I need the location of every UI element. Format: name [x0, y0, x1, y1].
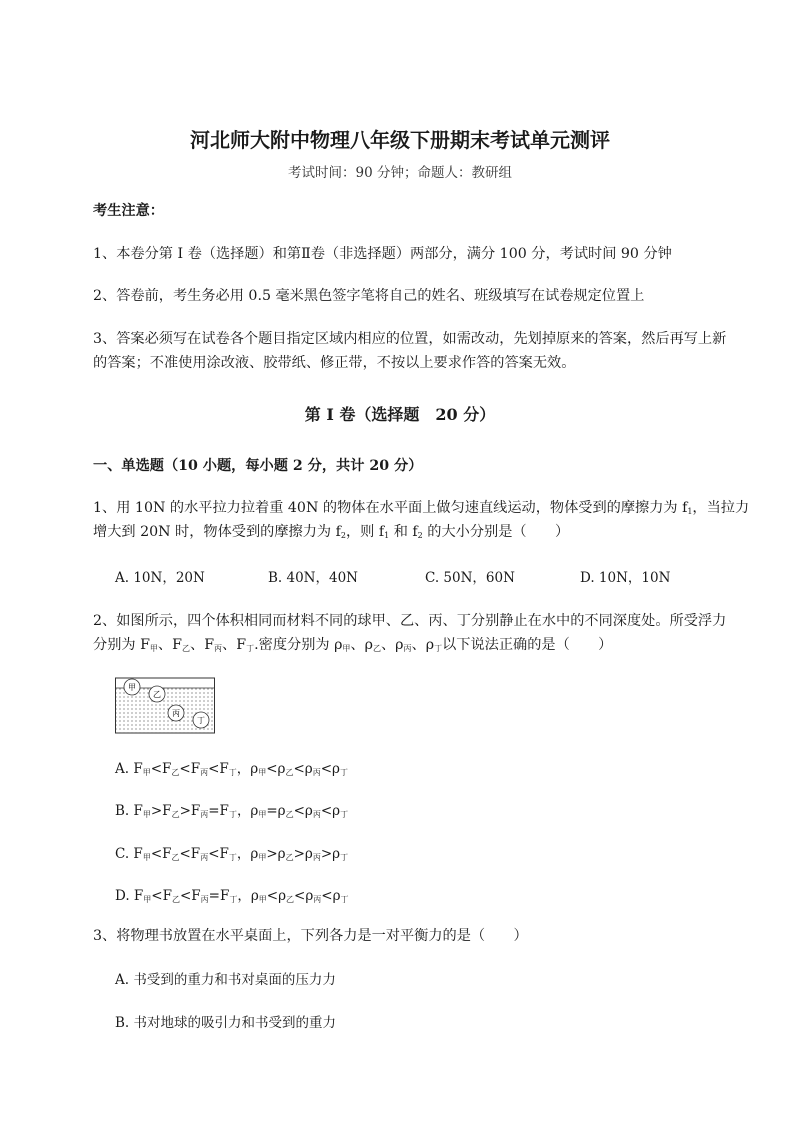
question-1-line-1: 1、用 10N 的水平拉力拉着重 40N 的物体在水平面上做匀速直线运动，物体受到的摩擦力为 $f_1$，当拉力 — [93, 500, 750, 516]
question-2-line-1: 2、如图所示，四个体积相同而材料不同的球甲、乙、丙、丁分别静止在水中的不同深度处。所受浮力 — [93, 613, 727, 629]
ball-ding-label: 丁 — [197, 716, 205, 725]
ball-yi — [149, 686, 165, 702]
ball-ding — [193, 712, 209, 728]
question-2-option-a[interactable]: A. $F_甲<F_乙<F_丙<F_丁$，$\rho_甲<\rho_乙<\rho_丙<\rho_丁$ — [115, 761, 348, 777]
notice-heading: 考生注意： — [93, 203, 164, 219]
ball-jia — [124, 679, 140, 695]
ball-bing — [168, 705, 184, 721]
question-2-option-b[interactable]: B. $F_甲>F_乙>F_丙=F_丁$，$\rho_甲=\rho_乙<\rho_丙<\rho_丁$ — [115, 803, 349, 819]
notice-item-1: 1、本卷分第 I 卷（选择题）和第Ⅱ卷（非选择题）两部分，满分 100 分，考试时间 90 分钟 — [93, 246, 672, 262]
question-1-option-d[interactable]: D. 10N，10N — [580, 570, 671, 586]
question-3-option-a[interactable]: A. 书受到的重力和书对桌面的压力力 — [115, 972, 336, 988]
section-title: 第 I 卷（选择题 20 分） — [304, 405, 496, 424]
ball-jia-label: 甲 — [128, 683, 136, 692]
question-2-figure — [115, 672, 215, 738]
exam-subtitle: 考试时间：90 分钟；命题人：教研组 — [288, 165, 512, 181]
question-1-option-a[interactable]: A. 10N，20N — [115, 570, 205, 586]
question-1-option-b[interactable]: B. 40N，40N — [268, 570, 358, 586]
question-1-line-2: 增大到 20N 时，物体受到的摩擦力为 $f_2$，则 $f_1$ 和 $f_2$ 的大小分别是（ ） — [93, 524, 570, 540]
notice-item-2: 2、答卷前，考生务必用 0.5 毫米黑色签字笔将自己的姓名、班级填写在试卷规定位置上 — [93, 288, 645, 304]
part-heading: 一、单选题（10 小题，每小题 2 分，共计 20 分） — [93, 458, 423, 474]
question-3-stem: 3、将物理书放置在水平桌面上，下列各力是一对平衡力的是（ ） — [93, 928, 528, 944]
exam-title: 河北师大附中物理八年级下册期末考试单元测评 — [190, 128, 610, 152]
ball-yi-label: 乙 — [153, 690, 161, 699]
question-2-option-d[interactable]: D. $F_甲<F_乙<F_丙=F_丁$，$\rho_甲<\rho_乙<\rho_丙<\rho_丁$ — [115, 888, 349, 904]
notice-item-3: 3、答案必须写在试卷各个题目指定区域内相应的位置，如需改动，先划掉原来的答案，然后再写上新 — [93, 331, 727, 347]
question-1-option-c[interactable]: C. 50N，60N — [425, 570, 515, 586]
question-2-line-2: 分别为 $F_甲$、$F_乙$、$F_丙$、$F_丁$.密度分别为 $\rho_甲$、$\rho_乙$、$\rho_丙$、$\rho_丁$以下说法正确的是（ ） — [93, 637, 613, 653]
question-3-option-b[interactable]: B. 书对地球的吸引力和书受到的重力 — [115, 1015, 337, 1031]
question-2-option-c[interactable]: C. $F_甲<F_乙<F_丙<F_丁$，$\rho_甲>\rho_乙>\rho_丙>\rho_丁$ — [115, 846, 349, 862]
ball-bing-label: 丙 — [172, 709, 180, 718]
notice-item-3-cont: 的答案；不准使用涂改液、胶带纸、修正带，不按以上要求作答的答案无效。 — [93, 355, 576, 371]
